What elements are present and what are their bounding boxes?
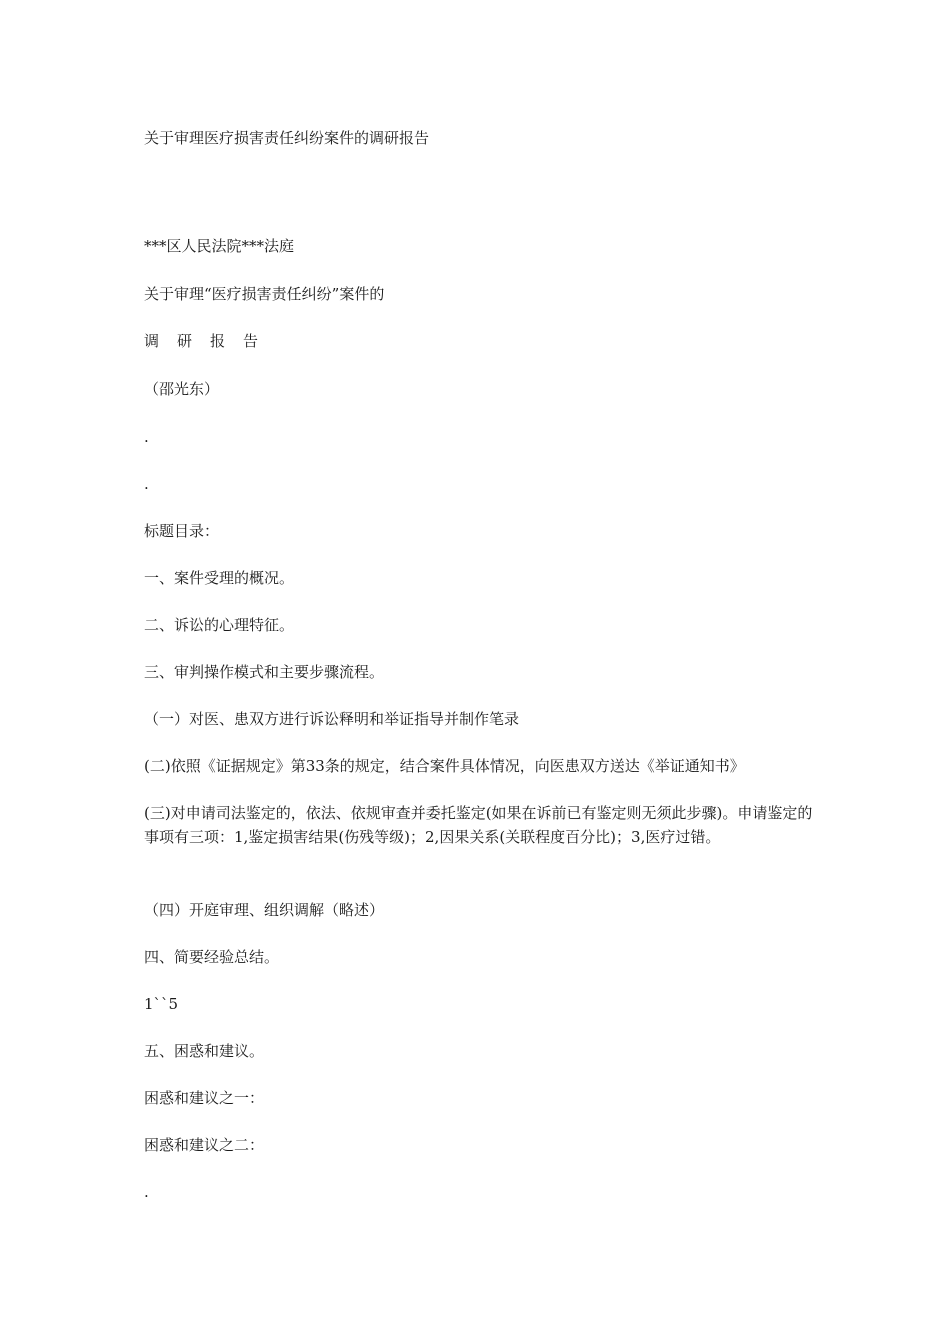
- author: （邵光东）: [144, 380, 220, 398]
- toc-range: 1``5: [144, 995, 179, 1013]
- toc-subitem: 困惑和建议之二：: [144, 1136, 265, 1154]
- toc-label: 标题目录：: [144, 522, 220, 540]
- separator-dot: .: [144, 428, 149, 446]
- separator-dot: .: [144, 1183, 149, 1201]
- toc-subitem: （四）开庭审理、组织调解（略述）: [144, 901, 385, 919]
- toc-item: 二、诉讼的心理特征。: [144, 616, 295, 634]
- report-heading-line1: 关于审理“医疗损害责任纠纷”案件的: [144, 285, 385, 303]
- court-name: ***区人民法院***法庭: [144, 237, 295, 255]
- toc-item: 三、审判操作模式和主要步骤流程。: [144, 663, 385, 681]
- toc-subitem: 困惑和建议之一：: [144, 1089, 265, 1107]
- heading-char: 研: [177, 332, 193, 350]
- heading-char: 报: [210, 332, 226, 350]
- report-heading-line2: [144, 329, 276, 353]
- heading-char: 调: [144, 332, 160, 350]
- toc-item: 一、案件受理的概况。: [144, 569, 295, 587]
- toc-subitem: (三)对申请司法鉴定的，依法、依规审查并委托鉴定(如果在诉前已有鉴定则无须此步骤)。申请鉴定的事项有三项：1,鉴定损害结果(伤残等级)；2,因果关系(关联程度百分比)；3,医疗过错。: [144, 804, 813, 846]
- separator-dot: .: [144, 475, 149, 493]
- toc-item: 五、困惑和建议。: [144, 1042, 265, 1060]
- document-title: 关于审理医疗损害责任纠纷案件的调研报告: [144, 129, 430, 147]
- heading-char: 告: [243, 332, 259, 350]
- toc-item: 四、简要经验总结。: [144, 948, 280, 966]
- toc-subitem: （一）对医、患双方进行诉讼释明和举证指导并制作笔录: [144, 710, 520, 728]
- toc-subitem: (二)依照《证据规定》第33条的规定，结合案件具体情况，向医患双方送达《举证通知书》: [144, 757, 745, 775]
